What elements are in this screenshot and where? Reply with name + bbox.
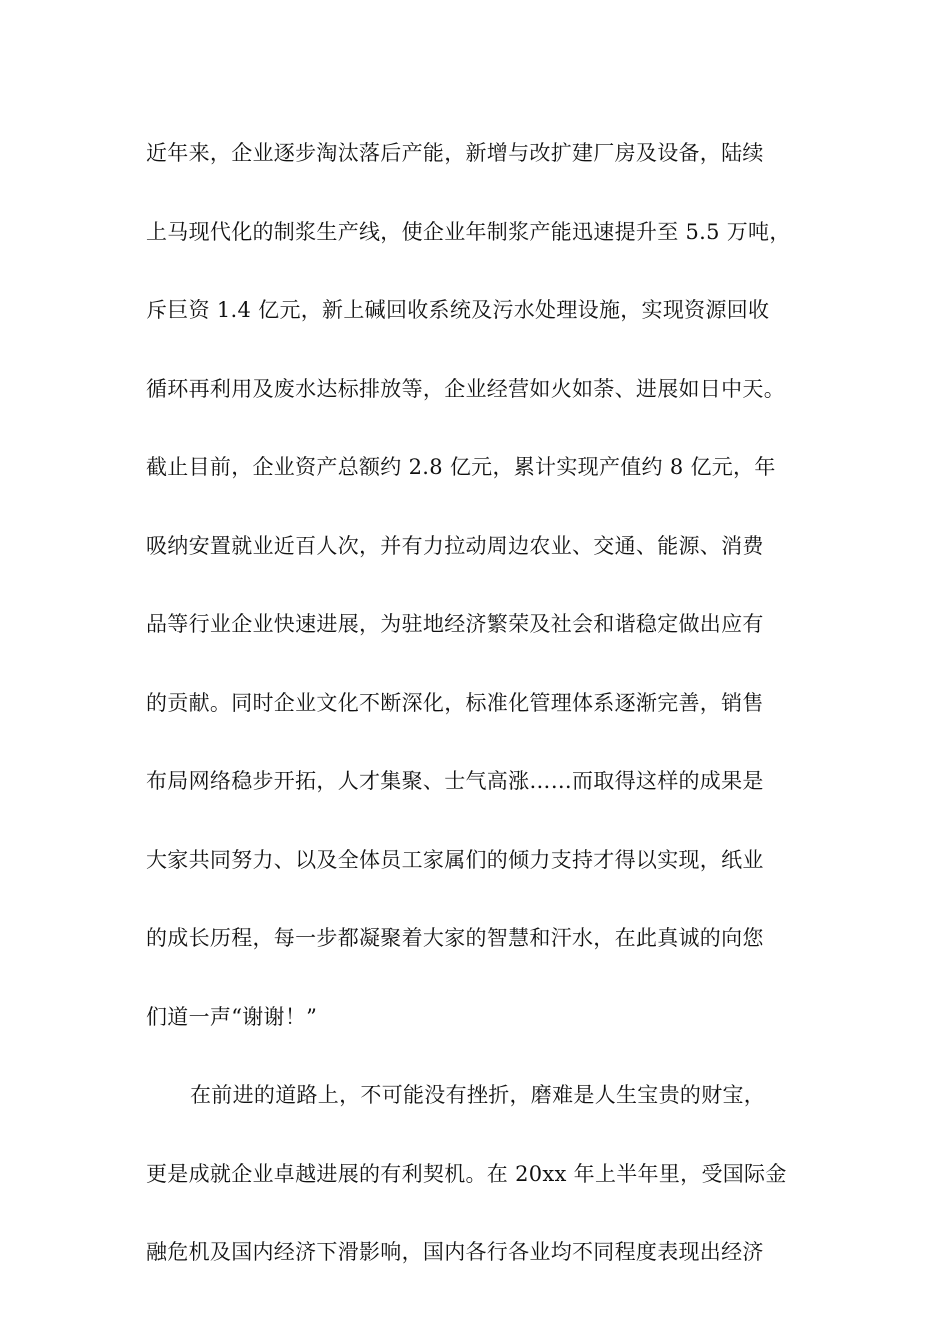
text-line: 循环再利用及废水达标排放等，企业经营如火如荼、进展如日中天。 (146, 376, 785, 401)
text-line: 们道一声“谢谢！” (146, 1004, 318, 1029)
paragraph-start-line: 在前进的道路上，不可能没有挫折，磨难是人生宝贵的财宝， (190, 1083, 766, 1107)
text-line: 大家共同努力、以及全体员工家属们的倾力支持才得以实现，纸业 (146, 847, 764, 872)
body-text (146, 133, 816, 1311)
text-line: 吸纳安置就业近百人次，并有力拉动周边农业、交通、能源、消费 (146, 533, 764, 558)
text-line: 融危机及国内经济下滑影响，国内各行各业均不同程度表现出经济 (146, 1240, 764, 1264)
text-line: 的成长历程，每一步都凝聚着大家的智慧和汗水，在此真诚的向您 (146, 926, 764, 950)
text-line: 布局网络稳步开拓，人才集聚、士气高涨……而取得这样的成果是 (146, 769, 764, 793)
text-line: 截止目前，企业资产总额约 2.8 亿元，累计实现产值约 8 亿元，年 (146, 455, 776, 479)
text-line: 的贡献。同时企业文化不断深化，标准化管理体系逐渐完善，销售 (146, 690, 764, 715)
text-line: 斥巨资 1.4 亿元，新上碱回收系统及污水处理设施，实现资源回收 (146, 298, 770, 322)
text-line: 更是成就企业卓越进展的有利契机。在 20xx 年上半年里，受国际金 (146, 1161, 787, 1186)
text-line: 近年来，企业逐步淘汰落后产能，新增与改扩建厂房及设备，陆续 (146, 141, 764, 165)
text-line: 品等行业企业快速进展，为驻地经济繁荣及社会和谐稳定做出应有 (146, 612, 764, 636)
text-line: 上马现代化的制浆生产线，使企业年制浆产能迅速提升至 5.5 万吨， (146, 219, 791, 244)
